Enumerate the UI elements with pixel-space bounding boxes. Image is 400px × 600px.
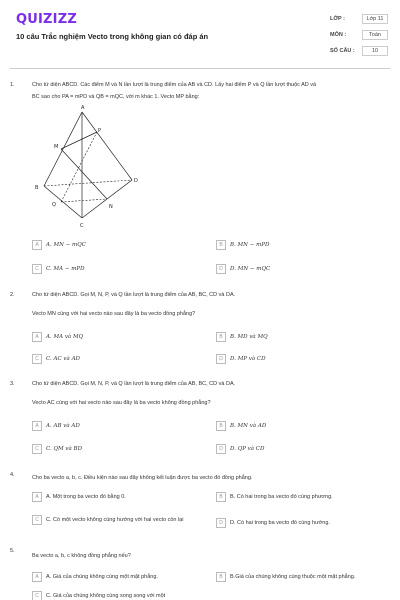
q2-option-c[interactable] <box>32 354 80 364</box>
q2-option-b[interactable] <box>216 332 268 342</box>
option-text: A. MA và MQ <box>46 333 84 340</box>
question-count-label: SỐ CÂU : <box>330 48 355 54</box>
option-letter: B <box>216 572 226 582</box>
q1-option-c[interactable] <box>32 264 85 274</box>
option-letter: C <box>32 515 42 525</box>
q2-option-d[interactable] <box>216 354 266 364</box>
question-number: 5. <box>10 548 15 554</box>
option-letter: A <box>32 332 42 342</box>
option-letter: C <box>32 444 42 454</box>
question-text-line2: Vecto MN cùng với hai vecto nào sau đây là ba vecto đồng phẳng? <box>32 311 196 317</box>
option-letter: B <box>216 240 226 250</box>
q4-option-b[interactable] <box>216 492 333 502</box>
question-text: Cho tứ diện ABCD. Gọi M, N, P, và Q lần lượt là trung điểm của AB, BC, CD và DA. <box>32 381 236 387</box>
question-text: Cho tứ diện ABCD. Gọi M, N, P, và Q lần lượt là trung điểm của AB, BC, CD và DA. <box>32 292 236 298</box>
label-q: Q <box>52 202 56 208</box>
option-letter: B <box>216 492 226 502</box>
label-a: A <box>81 105 85 111</box>
option-text: D. MP và CD <box>230 355 266 362</box>
option-letter: B <box>216 332 226 342</box>
q3-option-d[interactable] <box>216 444 264 454</box>
label-p: P <box>98 128 102 134</box>
option-text: A. AB và AD <box>46 422 80 429</box>
option-text: C. MA − mPD <box>46 265 85 272</box>
option-text: D. QP và CD <box>230 445 265 452</box>
question-text: Cho ba vecto a, b, c. Điều kiện nào sau đây không kết luận được ba vecto đó đồng phẳng. <box>32 475 253 481</box>
q5-option-b[interactable] <box>216 572 355 582</box>
option-letter: C <box>32 264 42 274</box>
option-letter: A <box>32 240 42 250</box>
q3-option-a[interactable] <box>32 421 80 431</box>
option-text: D. Có hai trong ba vecto đó cùng hướng. <box>230 519 330 526</box>
label-m: M <box>54 144 59 150</box>
option-letter: C <box>32 354 42 364</box>
question-text: Ba vecto a, b, c không đồng phẳng nếu? <box>32 553 131 559</box>
q3-option-c[interactable] <box>32 444 82 454</box>
question-number: 4. <box>10 472 15 478</box>
option-text: D. MN − mQC <box>230 265 271 272</box>
option-text: B. MN và AD <box>230 422 267 429</box>
header-divider <box>10 68 390 69</box>
q5-option-a[interactable] <box>32 572 158 582</box>
option-text: B. Có hai trong ba vecto đó cùng phương. <box>230 493 333 500</box>
option-text: B. MD và MQ <box>230 333 268 340</box>
class-label: LỚP : <box>330 16 345 22</box>
subject-value: Toán <box>362 30 388 40</box>
class-value: Lớp 11 <box>362 14 388 24</box>
option-text: A. MN − mQC <box>46 241 86 248</box>
label-c: C <box>80 223 84 229</box>
label-d: D <box>134 178 138 184</box>
q4-option-a[interactable] <box>32 492 126 502</box>
question-count-value: 10 <box>362 46 388 56</box>
option-letter: C <box>32 591 42 600</box>
option-text: C. QM và BD <box>46 445 82 452</box>
question-text-line2: BC sao cho PA = mPD và QB = mQC, với m khác 1. Vecto MP bằng: <box>32 94 200 100</box>
q5-option-c[interactable] <box>32 591 165 600</box>
q1-option-b[interactable] <box>216 240 269 250</box>
option-letter: D <box>216 518 226 528</box>
option-text: C. Giá của chúng không cùng song song với một <box>46 592 166 599</box>
option-letter: A <box>32 492 42 502</box>
label-b: B <box>35 185 39 191</box>
option-letter: A <box>32 572 42 582</box>
question-text: Cho tứ diện ABCD. Các điểm M và N lần lượt là trung điểm của AB và CD. Lấy hai điểm P và Q lần lượt thuộc AD và <box>32 82 317 88</box>
label-n: N <box>109 204 113 210</box>
question-text-line2: Vecto AC cùng với hai vecto nào sau đây là ba vecto không đồng phẳng? <box>32 400 211 406</box>
q2-option-a[interactable] <box>32 332 83 342</box>
option-text: B.Giá của chúng không cùng thuộc một mặt phẳng. <box>230 573 356 580</box>
quizizz-logo: QUIZIZZ <box>16 12 77 27</box>
option-text: A. Giá của chúng không cùng một mặt phẳng. <box>46 573 158 580</box>
q4-option-c[interactable] <box>32 515 207 525</box>
question-number: 1. <box>10 82 15 88</box>
tetrahedron-figure <box>32 104 142 230</box>
q1-option-a[interactable] <box>32 240 86 250</box>
option-letter: D <box>216 264 226 274</box>
q3-option-b[interactable] <box>216 421 266 431</box>
option-letter: B <box>216 421 226 431</box>
q1-option-d[interactable] <box>216 264 270 274</box>
subject-label: MÔN : <box>330 32 347 38</box>
option-letter: D <box>216 444 226 454</box>
option-letter: A <box>32 421 42 431</box>
option-text: A. Một trong ba vecto đó bằng 0. <box>46 493 126 500</box>
document-title: 10 câu Trắc nghiệm Vecto trong không gian có đáp án <box>16 32 209 41</box>
q4-option-d[interactable] <box>216 518 330 528</box>
option-text: B. MN − mPD <box>230 241 270 248</box>
option-text: C. Có một vecto không cùng hướng với hai vecto còn lại <box>46 516 184 523</box>
question-number: 2. <box>10 292 15 298</box>
option-text: C. AC và AD <box>46 355 80 362</box>
question-number: 3. <box>10 381 15 387</box>
option-letter: D <box>216 354 226 364</box>
